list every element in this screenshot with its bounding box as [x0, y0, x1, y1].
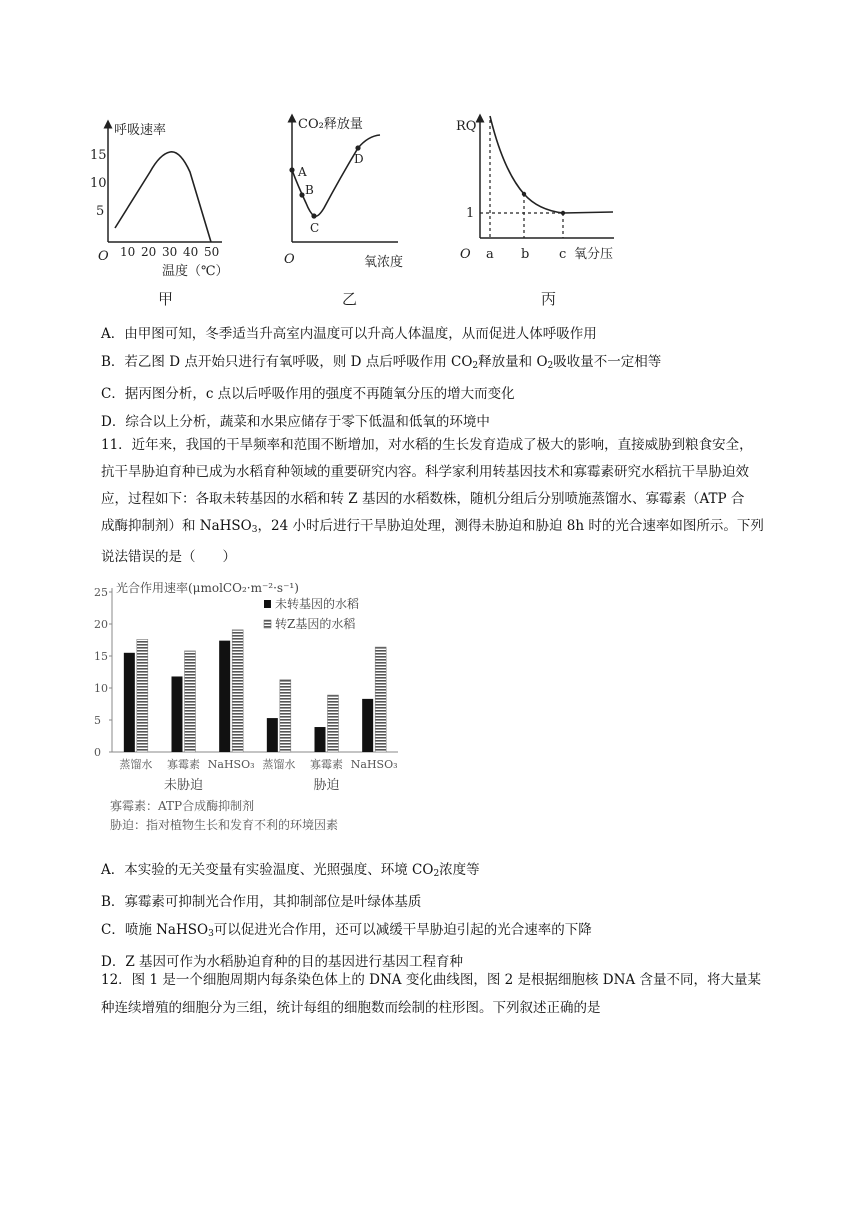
- chart-y-tick-label: 15: [94, 650, 108, 663]
- bar-untransformed: [219, 641, 230, 752]
- chart-group-label: 未胁迫: [163, 778, 204, 793]
- bing-curve: [490, 116, 613, 213]
- jia-curve: [115, 152, 211, 242]
- chart-category-label: 寡霉素: [167, 758, 200, 771]
- yi-point-b: [299, 192, 304, 197]
- chart-note-stress: 胁迫：指对植物生长和发育不利的环境因素: [110, 818, 339, 832]
- q11-option-d: D．Z 基因可作为水稻胁迫育种的目的基因进行基因工程育种: [101, 954, 463, 970]
- legend-label-untransformed: 未转基因的水稻: [275, 597, 360, 611]
- yi-label-d: D: [354, 152, 364, 166]
- figure-yi: [280, 108, 430, 308]
- jia-xtick-10: 10: [120, 245, 136, 259]
- bar-chart-svg: [84, 578, 414, 840]
- jia-tick-5: 5: [96, 204, 105, 219]
- bing-caption: 丙: [541, 290, 557, 308]
- q11-line-2: 抗干旱胁迫育种已成为水稻育种领域的重要研究内容。科学家利用转基因技术和寡霉素研究水稻抗干旱胁迫效: [101, 464, 749, 480]
- q10-options: [101, 320, 801, 436]
- q10-option-d: D．综合以上分析，蔬菜和水果应储存于零下低温和低氧的环境中: [101, 414, 490, 430]
- bing-origin: O: [460, 247, 471, 262]
- jia-origin: O: [98, 249, 109, 264]
- jia-tick-15: 15: [90, 148, 107, 163]
- bar-transformed: [185, 651, 196, 752]
- bing-xtick-a: a: [486, 247, 494, 262]
- figure-bing: [448, 110, 628, 310]
- bing-tick-1: 1: [466, 206, 475, 221]
- chart-y-tick-label: 5: [94, 714, 101, 727]
- q11-line-1: 11．近年来，我国的干旱频率和范围不断增加，对水稻的生长发育造成了极大的影响，直接威胁到粮食安全，: [101, 437, 753, 453]
- chart-category-label: 蒸馏水: [262, 758, 296, 771]
- bar-transformed: [137, 639, 148, 752]
- bing-x-label: 氧分压: [574, 247, 614, 262]
- yi-caption: 乙: [342, 290, 358, 308]
- q11-option-c: C．喷施 NaHSO$_3$可以促进光合作用，还可以减缓干旱胁迫引起的光合速率的下降: [101, 922, 592, 939]
- yi-x-label: 氧浓度: [364, 255, 404, 270]
- q11-line-3: 应，过程如下：各取未转基因的水稻和转 Z 基因的水稻数株，随机分组后分别喷施蒸馏水、寡霉素（ATP 合: [101, 491, 745, 507]
- legend-label-transformed: 转Z基因的水稻: [275, 617, 356, 631]
- bar-untransformed: [124, 653, 135, 752]
- yi-y-label: CO₂释放量: [298, 117, 363, 132]
- bing-point-c: [561, 211, 565, 215]
- bar-untransformed: [315, 727, 326, 752]
- yi-point-c: [311, 213, 316, 218]
- figure-jia: [90, 112, 250, 312]
- bing-xtick-c: c: [559, 247, 567, 262]
- chart-title: 光合作用速率(μmolCO₂·m⁻²·s⁻¹): [116, 581, 299, 595]
- chart-y-tick-label: 0: [94, 746, 101, 759]
- legend-swatch-untransformed: [264, 600, 271, 608]
- chart-group-label: 胁迫: [313, 778, 340, 793]
- jia-xtick-30: 30: [162, 245, 178, 259]
- jia-xtick-40: 40: [183, 245, 199, 259]
- q11-options: [101, 856, 801, 976]
- q12-stem: [101, 966, 801, 1022]
- bing-y-label: RQ: [456, 119, 477, 134]
- jia-xtick-20: 20: [141, 245, 157, 259]
- bar-transformed: [375, 647, 386, 752]
- q11-line-4: 成酶抑制剂）和 NaHSO$_3$，24 小时后进行干旱胁迫处理，测得未胁迫和胁迫 8h 时的光合速率如图所示。下列: [101, 518, 764, 535]
- chart-y-tick-label: 20: [94, 618, 108, 631]
- bar-untransformed: [362, 699, 373, 752]
- jia-caption: 甲: [158, 290, 174, 308]
- q11-option-b: B．寡霉素可抑制光合作用，其抑制部位是叶绿体基质: [101, 894, 422, 910]
- chart-y-tick-label: 25: [94, 586, 108, 599]
- chart-y-tick-label: 10: [94, 682, 108, 695]
- yi-label-c: C: [310, 221, 320, 235]
- chart-category-label: 寡霉素: [310, 758, 343, 771]
- legend-swatch-transformed: [264, 620, 271, 628]
- bing-point-b: [522, 192, 526, 196]
- yi-label-a: A: [298, 165, 307, 179]
- bar-untransformed: [172, 676, 183, 752]
- jia-xtick-50: 50: [204, 245, 220, 259]
- bar-untransformed: [267, 718, 278, 752]
- yi-point-a: [289, 167, 294, 172]
- q11-option-a: A．本实验的无关变量有实验温度、光照强度、环境 $CO_2$浓度等: [101, 862, 480, 879]
- q10-option-c: C．据丙图分析，c 点以后呼吸作用的强度不再随氧分压的增大而变化: [101, 386, 515, 402]
- yi-point-d: [355, 145, 360, 150]
- q11-line-5: 说法错误的是（ ）: [101, 549, 236, 565]
- q10-option-b: B．若乙图 D 点开始只进行有氧呼吸，则 D 点后呼吸作用 $CO_2$释放量和 $O_2$吸收量不一定相等: [101, 354, 662, 371]
- bar-transformed: [232, 630, 243, 752]
- chart-category-label: NaHSO₃: [207, 758, 255, 771]
- chart-category-label: NaHSO₃: [350, 758, 398, 771]
- chart-note-oligomycin: 寡霉素：ATP合成酶抑制剂: [110, 799, 255, 813]
- jia-tick-10: 10: [90, 176, 107, 191]
- q12-line-1: 12．图 1 是一个细胞周期内每条染色体上的 DNA 变化曲线图，图 2 是根据细胞核 DNA 含量不同，将大量某: [101, 972, 761, 988]
- bar-transformed: [328, 695, 339, 752]
- q12-line-2: 种连续增殖的细胞分为三组，统计每组的细胞数而绘制的柱形图。下列叙述正确的是: [101, 1000, 601, 1016]
- q10-option-a: A．由甲图可知，冬季适当升高室内温度可以升高人体温度，从而促进人体呼吸作用: [101, 326, 597, 342]
- q11-stem: [101, 432, 801, 571]
- jia-y-label: 呼吸速率: [114, 123, 167, 138]
- yi-origin: O: [284, 252, 295, 267]
- photosynthesis-chart: [84, 578, 414, 840]
- yi-label-b: B: [305, 183, 314, 197]
- bing-xtick-b: b: [521, 247, 530, 262]
- bar-transformed: [280, 680, 291, 752]
- jia-x-label: 温度（℃）: [162, 264, 229, 279]
- chart-category-label: 蒸馏水: [119, 758, 153, 771]
